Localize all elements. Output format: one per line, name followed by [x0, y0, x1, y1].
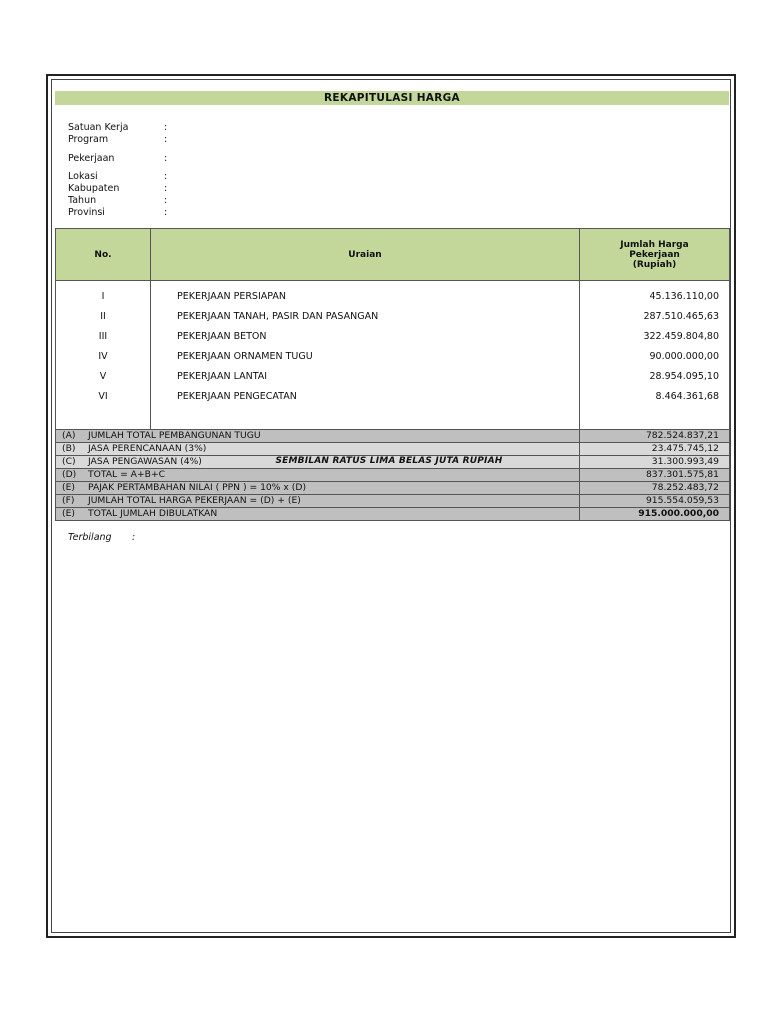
table-header-row	[56, 229, 730, 281]
summary-row-c: (C)JASA PENGAWASAN (4%) 31.300.993,49	[56, 456, 730, 469]
summary-row-d: (D) TOTAL = A+B+C 837.301.575,81	[56, 469, 730, 482]
table-row: III PEKERJAAN BETON 322.459.804,80	[56, 327, 730, 347]
summary-row-e: (E) PAJAK PERTAMBAHAN NILAI ( PPN ) = 10% x (D) 78.252.483,72	[56, 482, 730, 495]
table-row: IV PEKERJAAN ORNAMEN TUGU 90.000.000,00	[56, 347, 730, 367]
document-title: REKAPITULASI HARGA	[55, 91, 729, 105]
table-row: VI PEKERJAAN PENGECATAN 8.464.361,68	[56, 387, 730, 407]
table-row: I PEKERJAAN PERSIAPAN 45.136.110,00	[56, 287, 730, 307]
table-row: II PEKERJAAN TANAH, PASIR DAN PASANGAN 287.510.465,63	[56, 307, 730, 327]
header-jumlah: Jumlah Harga Pekerjaan (Rupiah)	[580, 229, 730, 281]
terbilang-value: SEMBILAN RATUS LIMA BELAS JUTA RUPIAH	[275, 456, 503, 466]
summary-row-f: (F) JUMLAH TOTAL HARGA PEKERJAAN = (D) + (E) 915.554.059,53	[56, 495, 730, 508]
terbilang-label: Terbilang :	[68, 532, 136, 543]
recap-table-wrapper	[55, 228, 729, 521]
header-uraian: Uraian	[151, 229, 580, 281]
summary-row-b: (B) JASA PERENCANAAN (3%) 23.475.745,12	[56, 443, 730, 456]
header-no: No.	[56, 229, 151, 281]
table-row: V PEKERJAAN LANTAI 28.954.095,10	[56, 367, 730, 387]
table-spacer	[56, 407, 730, 430]
page-frame: REKAPITULASI HARGA Satuan Kerja : Program : Pekerjaan : Lokasi : Kabupaten : Tahun : Provinsi : No. Uraian Jumlah Harga Pekerjaan (Rupiah) I PEKERJAAN PERSIAPAN 45.136.110,00 II PEKERJAAN TANAH, PASIR DAN PASANGAN 287.510.465,63 III PEKERJAAN BETON 322.459.804,80 IV PEKERJAAN ORNAMEN TUGU 90.000.000,00 V PEKERJAAN LANTAI 28.954.095,10 VI PEKERJAAN PENGECATAN 8.464.361,68 (A) JUMLAH TOTAL PEMBANGUNAN TUGU 782.524.837,21 (B) JASA PERENCANAAN (3%) 23.475.745,12 (C)JASA PENGAWASAN (4%) 31.300.993,49 (D) TOTAL = A+B+C 837.301.575,81 (E) PAJAK PERTAMBAHAN NILAI ( PPN ) = 10% x (D) 78.252.483,72 (F) JUMLAH TOTAL HARGA PEKERJAAN = (D) + (E) 915.554.059,53 (E) TOTAL JUMLAH DIBULATKAN 915.000.000,00 Terbilang :	[46, 74, 736, 938]
summary-row-rounded: (E) TOTAL JUMLAH DIBULATKAN 915.000.000,00	[56, 508, 730, 521]
summary-row-a: (A) JUMLAH TOTAL PEMBANGUNAN TUGU 782.524.837,21	[56, 430, 730, 443]
recap-table	[55, 228, 730, 521]
